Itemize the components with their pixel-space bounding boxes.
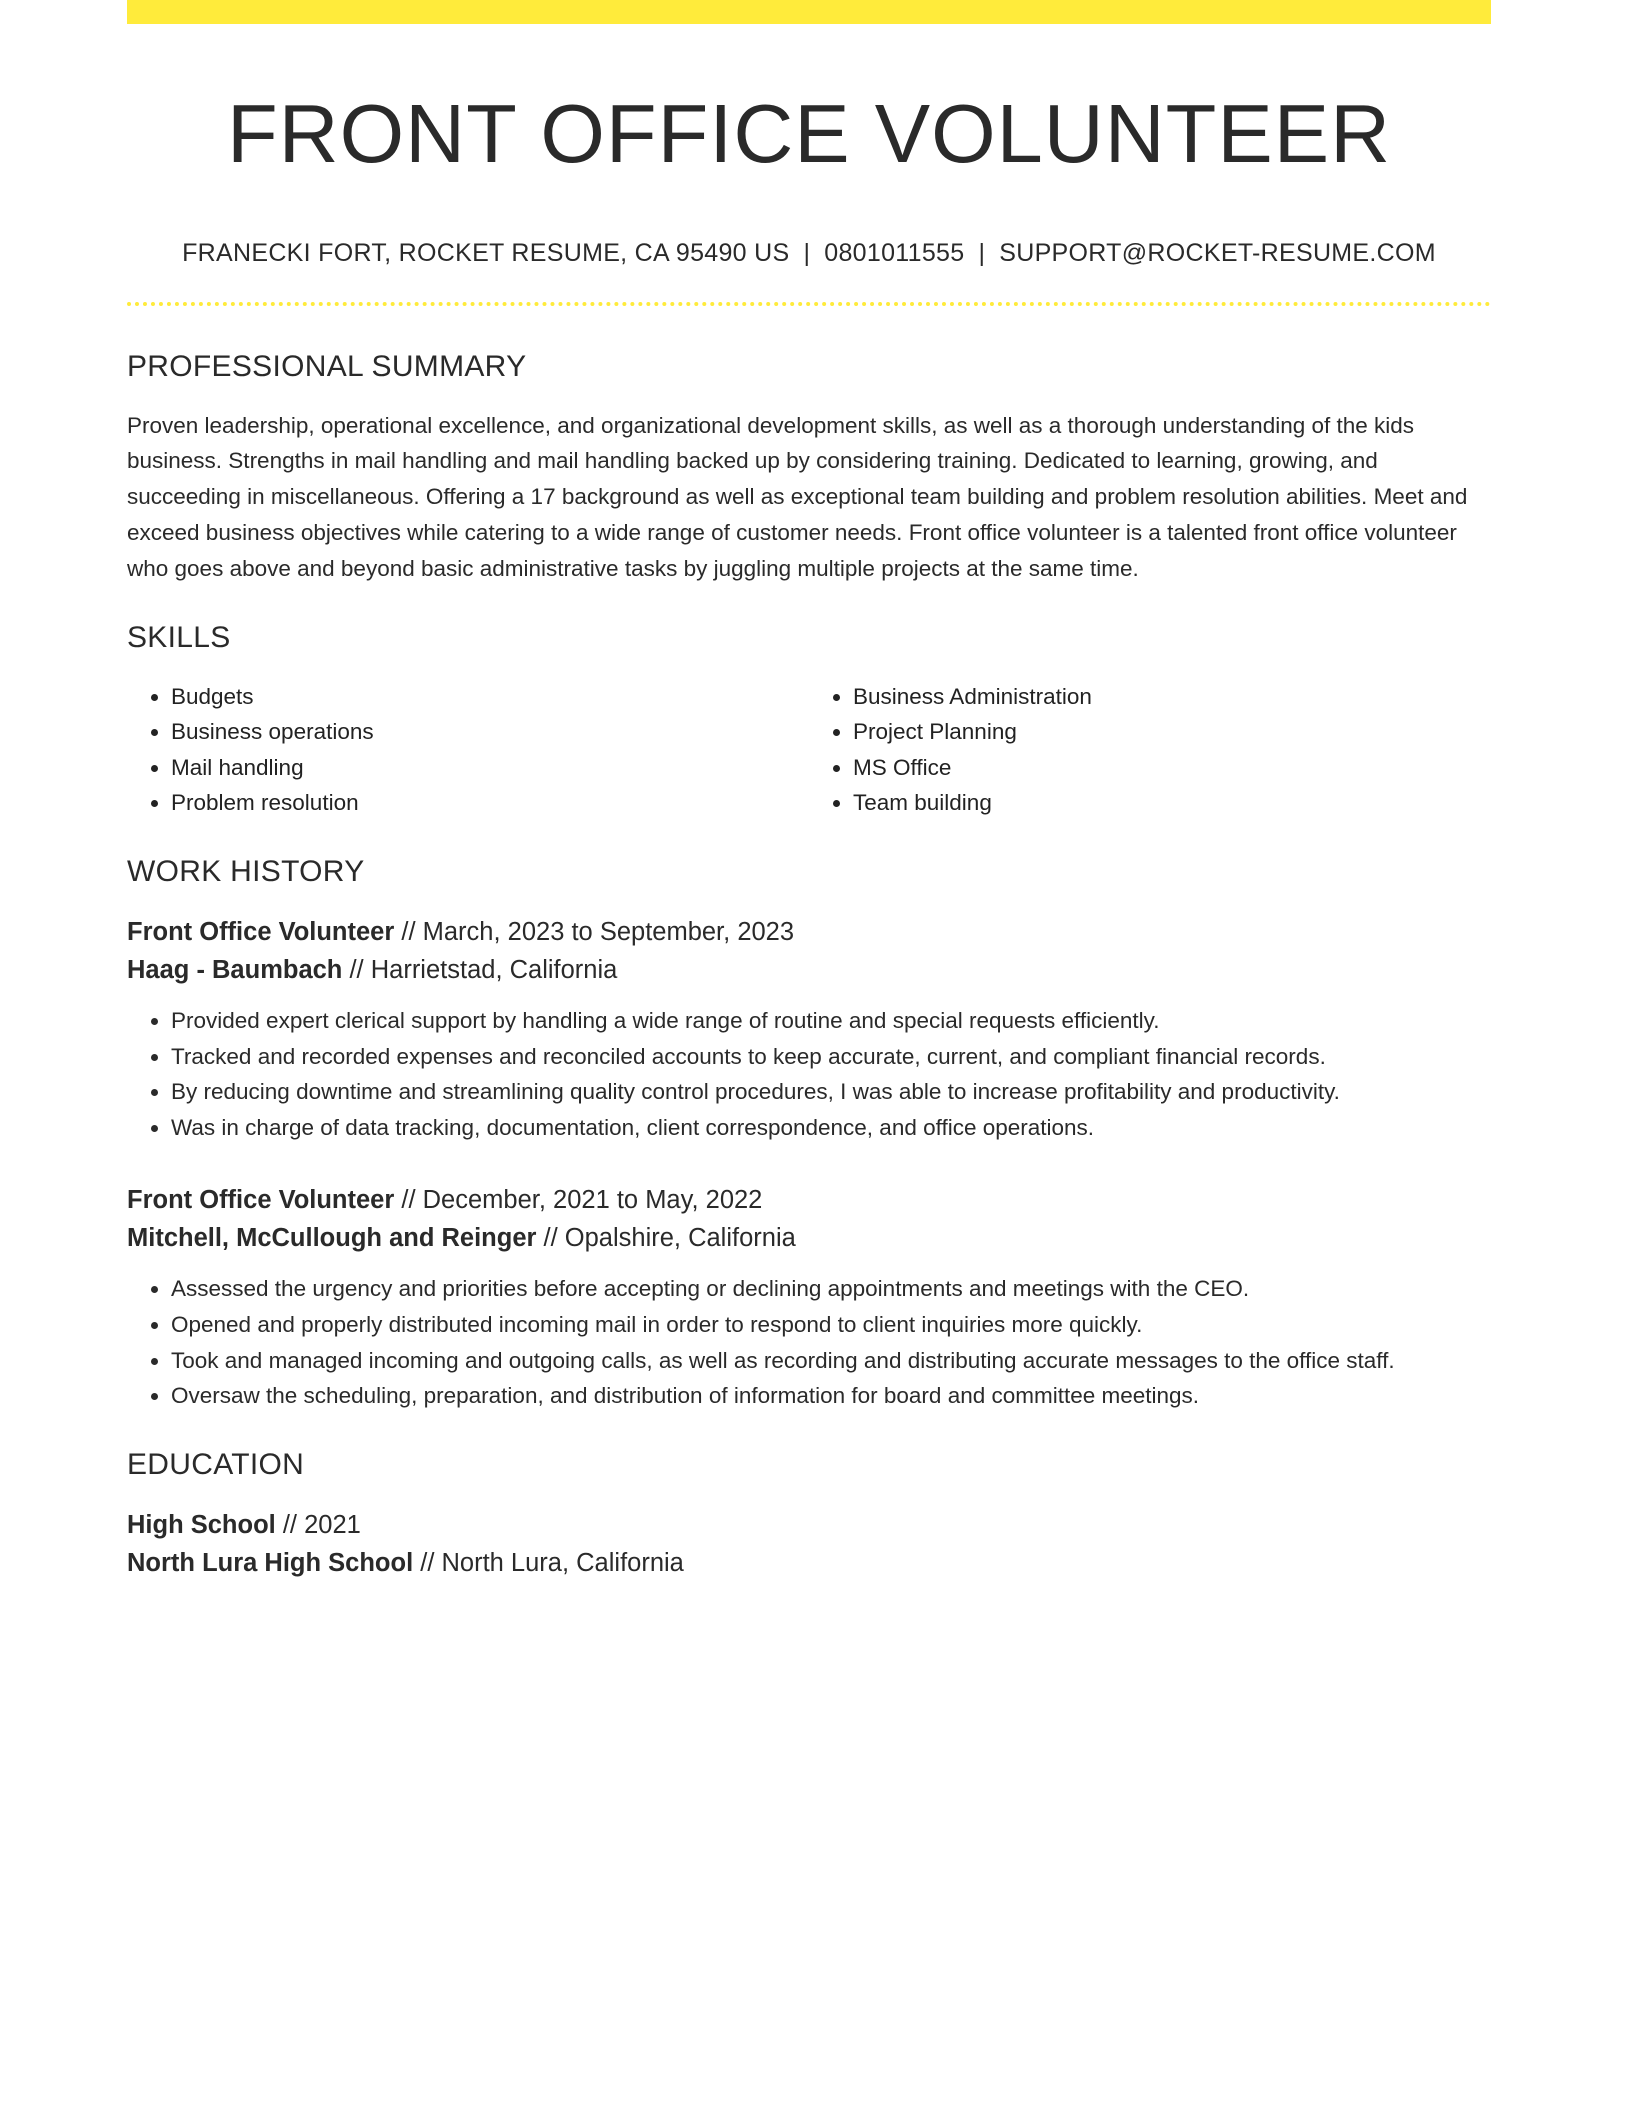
contact-email: SUPPORT@ROCKET-RESUME.COM [999, 238, 1436, 267]
job-title: Front Office Volunteer [127, 917, 395, 946]
job-location: // Harrietstad, California [342, 955, 618, 984]
summary-heading: PROFESSIONAL SUMMARY [127, 349, 527, 383]
skills-heading: SKILLS [127, 620, 231, 654]
contact-line [127, 239, 1491, 268]
job-company: Mitchell, McCullough and Reinger [127, 1224, 537, 1253]
skill-item: • MS Office [853, 750, 1491, 786]
job-location: // Opalshire, California [536, 1224, 796, 1253]
education-degree-line [127, 1506, 1491, 1544]
dotted-divider [127, 302, 1491, 306]
job-bullet: • Was in charge of data tracking, documentation, client correspondence, and office operations. [171, 1110, 1491, 1146]
job-entry [127, 913, 1491, 1145]
contact-phone: 0801011555 [824, 238, 965, 267]
skill-item: • Project Planning [853, 714, 1491, 750]
skill-item: • Budgets [171, 679, 809, 715]
job-bullets [127, 1271, 1491, 1413]
job-title-line [127, 913, 1491, 951]
job-company-line [127, 1219, 1491, 1257]
job-bullet: • Tracked and recorded expenses and reconciled accounts to keep accurate, current, and compliant financial records. [171, 1039, 1491, 1075]
contact-separator: | [803, 238, 811, 267]
job-bullet: • Assessed the urgency and priorities before accepting or declining appointments and meetings with the CEO. [171, 1271, 1491, 1307]
education-heading: EDUCATION [127, 1447, 305, 1481]
job-dates: // March, 2023 to September, 2023 [394, 917, 795, 946]
education-location: // North Lura, California [413, 1548, 684, 1577]
resume-title: FRONT OFFICE VOLUNTEER [226, 87, 1392, 180]
education-school-line [127, 1544, 1491, 1582]
skill-item: • Business operations [171, 714, 809, 750]
skill-item: • Business Administration [853, 679, 1491, 715]
job-entry [127, 1181, 1491, 1413]
education-degree: High School [127, 1510, 276, 1539]
education-school: North Lura High School [127, 1548, 414, 1577]
contact-separator: | [978, 238, 986, 267]
job-bullet: • Oversaw the scheduling, preparation, and distribution of information for board and committee meetings. [171, 1378, 1491, 1414]
summary-text: Proven leadership, operational excellence, and organizational development skills, as well as a thorough understanding of the kids business. Strengths in mail handling and mail handling backed up by considering training. Dedicated to learning, growing, and succeeding in miscellaneous. Offering a 17 background as well as exceptional team building and problem resolution abilities. Meet and exceed business objectives while catering to a wide range of customer needs. Front office volunteer is a talented front office volunteer who goes above and beyond basic administrative tasks by juggling multiple projects at the same time. [127, 412, 1468, 581]
job-company-line [127, 951, 1491, 989]
accent-top-bar [127, 0, 1491, 24]
resume-page [127, 0, 1491, 1582]
job-bullet: • Provided expert clerical support by handling a wide range of routine and special requests efficiently. [171, 1003, 1491, 1039]
job-bullets [127, 1003, 1491, 1145]
job-title: Front Office Volunteer [127, 1186, 395, 1215]
skill-item: • Team building [853, 785, 1491, 821]
education-year: // 2021 [275, 1510, 361, 1539]
work-heading: WORK HISTORY [127, 854, 365, 888]
job-bullet: • Opened and properly distributed incoming mail in order to respond to client inquiries more quickly. [171, 1307, 1491, 1343]
skills-list-left [127, 679, 809, 821]
skills-columns [127, 679, 1491, 821]
job-bullet: • By reducing downtime and streamlining quality control procedures, I was able to increase profitability and productivity. [171, 1074, 1491, 1110]
job-dates: // December, 2021 to May, 2022 [394, 1186, 763, 1215]
job-title-line [127, 1181, 1491, 1219]
job-bullet: • Took and managed incoming and outgoing calls, as well as recording and distributing accurate messages to the office staff. [171, 1343, 1491, 1379]
contact-address: FRANECKI FORT, ROCKET RESUME, CA 95490 US [182, 238, 790, 267]
skills-list-right [809, 679, 1491, 821]
skill-item: • Mail handling [171, 750, 809, 786]
job-company: Haag - Baumbach [127, 955, 343, 984]
skill-item: • Problem resolution [171, 785, 809, 821]
